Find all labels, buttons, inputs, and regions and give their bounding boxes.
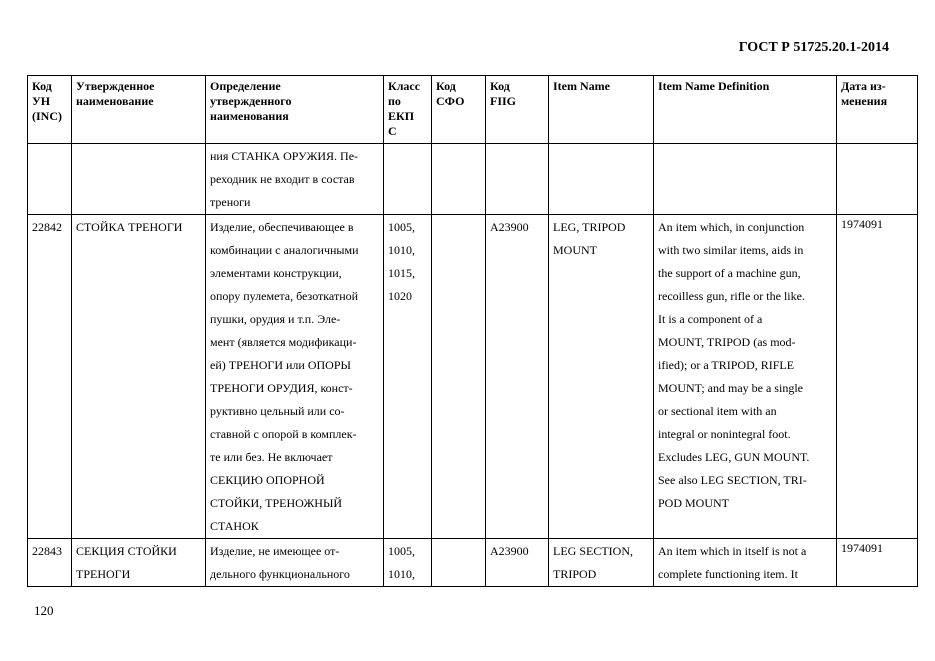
header-class (384, 76, 432, 144)
text-line: менения (841, 94, 888, 108)
cell-item-name-definition (654, 144, 837, 215)
cell-fiig-code: A23900 (486, 215, 549, 539)
text-line: Код (490, 79, 510, 93)
text-line: It is a component of a (658, 312, 763, 326)
text-line: Item Name Definition (658, 79, 770, 93)
cell-item-name-definition (654, 539, 837, 587)
text-line: мент (является модификаци- (210, 335, 357, 349)
text-line: An item which, in conjunction (658, 220, 805, 234)
text-line: TRIPOD (553, 567, 597, 581)
text-line: ЕКП (388, 109, 415, 123)
text-line: СТОЙКИ, ТРЕНОЖНЫЙ (210, 496, 343, 510)
text-line: 1015, (388, 266, 415, 280)
cell-change-date (837, 144, 918, 215)
cell-class (384, 215, 432, 539)
cell-item-name-definition (654, 215, 837, 539)
text-line: (INC) (32, 109, 62, 123)
text-line: MOUNT; and may be a single (658, 381, 803, 395)
cell-inc: 22842 (28, 215, 72, 539)
table-header-row (28, 76, 918, 144)
cell-approved-name (72, 539, 206, 587)
text-line: Код (32, 79, 52, 93)
text-line: Дата из- (841, 79, 886, 93)
text-line: СТАНОК (210, 519, 259, 533)
text-line: MOUNT (553, 243, 597, 257)
table-row (28, 144, 918, 215)
text-line: FIIG (490, 94, 517, 108)
text-line: LEG, TRIPOD (553, 220, 626, 234)
text-line: 1010, (388, 243, 415, 257)
header-item-name-definition (654, 76, 837, 144)
text-line: элементами конструкции, (210, 266, 342, 280)
cell-change-date: 1974091 (837, 215, 918, 539)
text-line: СЕКЦИЯ СТОЙКИ (76, 544, 177, 558)
text-line: ТРЕНОГИ ОРУДИЯ, конст- (210, 381, 353, 395)
cell-item-name (549, 539, 654, 587)
cell-approved-definition (206, 215, 384, 539)
cell-item-name (549, 144, 654, 215)
cell-item-name (549, 215, 654, 539)
cell-approved-name (72, 144, 206, 215)
text-line: ified); or a TRIPOD, RIFLE (658, 358, 795, 372)
text-line: Класс (388, 79, 421, 93)
header-approved-name (72, 76, 206, 144)
text-line: 1020 (388, 289, 412, 303)
text-line: Утвержденное (76, 79, 155, 93)
document-header: ГОСТ Р 51725.20.1-2014 (738, 40, 889, 55)
text-line: An item which in itself is not a (658, 544, 807, 558)
text-line: Excludes LEG, GUN MOUNT. (658, 450, 810, 464)
text-line: 1010, (388, 567, 415, 581)
text-line: ния СТАНКА ОРУЖИЯ. Пе- (210, 149, 359, 163)
text-line: 1005, (388, 544, 415, 558)
cell-fiig-code: A23900 (486, 539, 549, 587)
text-line: треноги (210, 195, 251, 209)
text-line: recoilless gun, rifle or the like. (658, 289, 805, 303)
header-inc (28, 76, 72, 144)
text-line: See also LEG SECTION, TRI- (658, 473, 807, 487)
text-line: MOUNT, TRIPOD (as mod- (658, 335, 796, 349)
text-line: СТОЙКА ТРЕНОГИ (76, 220, 183, 234)
cell-fiig-code (486, 144, 549, 215)
cell-sfo-code (432, 539, 486, 587)
text-line: по (388, 94, 401, 108)
text-line: with two similar items, aids in (658, 243, 804, 257)
text-line: наименования (210, 109, 289, 123)
cell-approved-definition (206, 144, 384, 215)
header-fiig-code (486, 76, 549, 144)
header-sfo-code (432, 76, 486, 144)
cell-inc (28, 144, 72, 215)
text-line: or sectional item with an (658, 404, 777, 418)
header-approved-definition (206, 76, 384, 144)
text-line: утвержденного (210, 94, 292, 108)
text-line: Код (436, 79, 456, 93)
text-line: ей) ТРЕНОГИ или ОПОРЫ (210, 358, 351, 372)
text-line: ТРЕНОГИ (76, 567, 131, 581)
text-line: реходник не входит в состав (210, 172, 355, 186)
text-line: УН (32, 94, 51, 108)
text-line: ставной с опорой в комплек- (210, 427, 357, 441)
text-line: пушки, орудия и т.п. Эле- (210, 312, 341, 326)
header-change-date (837, 76, 918, 144)
header-item-name (549, 76, 654, 144)
cell-change-date: 1974091 (837, 539, 918, 587)
text-line: Определение (210, 79, 281, 93)
table-row (28, 539, 918, 587)
text-line: руктивно цельный или со- (210, 404, 345, 418)
cell-class (384, 539, 432, 587)
text-line: POD MOUNT (658, 496, 730, 510)
text-line: Item Name (553, 79, 610, 93)
cell-inc: 22843 (28, 539, 72, 587)
table-row (28, 215, 918, 539)
text-line: опору пулемета, безоткатной (210, 289, 359, 303)
cell-class (384, 144, 432, 215)
text-line: дельного функционального (210, 567, 350, 581)
text-line: complete functioning item. It (658, 567, 798, 581)
text-line: the support of a machine gun, (658, 266, 801, 280)
cell-approved-definition (206, 539, 384, 587)
text-line: те или без. Не включает (210, 450, 333, 464)
table-body (28, 144, 918, 587)
text-line: Изделие, обеспечивающее в (210, 220, 354, 234)
text-line: 1005, (388, 220, 415, 234)
text-line: СФО (436, 94, 465, 108)
classification-table (27, 75, 918, 587)
text-line: наименование (76, 94, 154, 108)
text-line: integral or nonintegral foot. (658, 427, 791, 441)
cell-approved-name (72, 215, 206, 539)
cell-sfo-code (432, 215, 486, 539)
text-line: СЕКЦИЮ ОПОРНОЙ (210, 473, 325, 487)
text-line: LEG SECTION, (553, 544, 633, 558)
text-line: Изделие, не имеющее от- (210, 544, 340, 558)
page-number: 120 (34, 603, 54, 618)
cell-sfo-code (432, 144, 486, 215)
text-line: комбинации с аналогичными (210, 243, 359, 257)
text-line: С (388, 124, 397, 138)
